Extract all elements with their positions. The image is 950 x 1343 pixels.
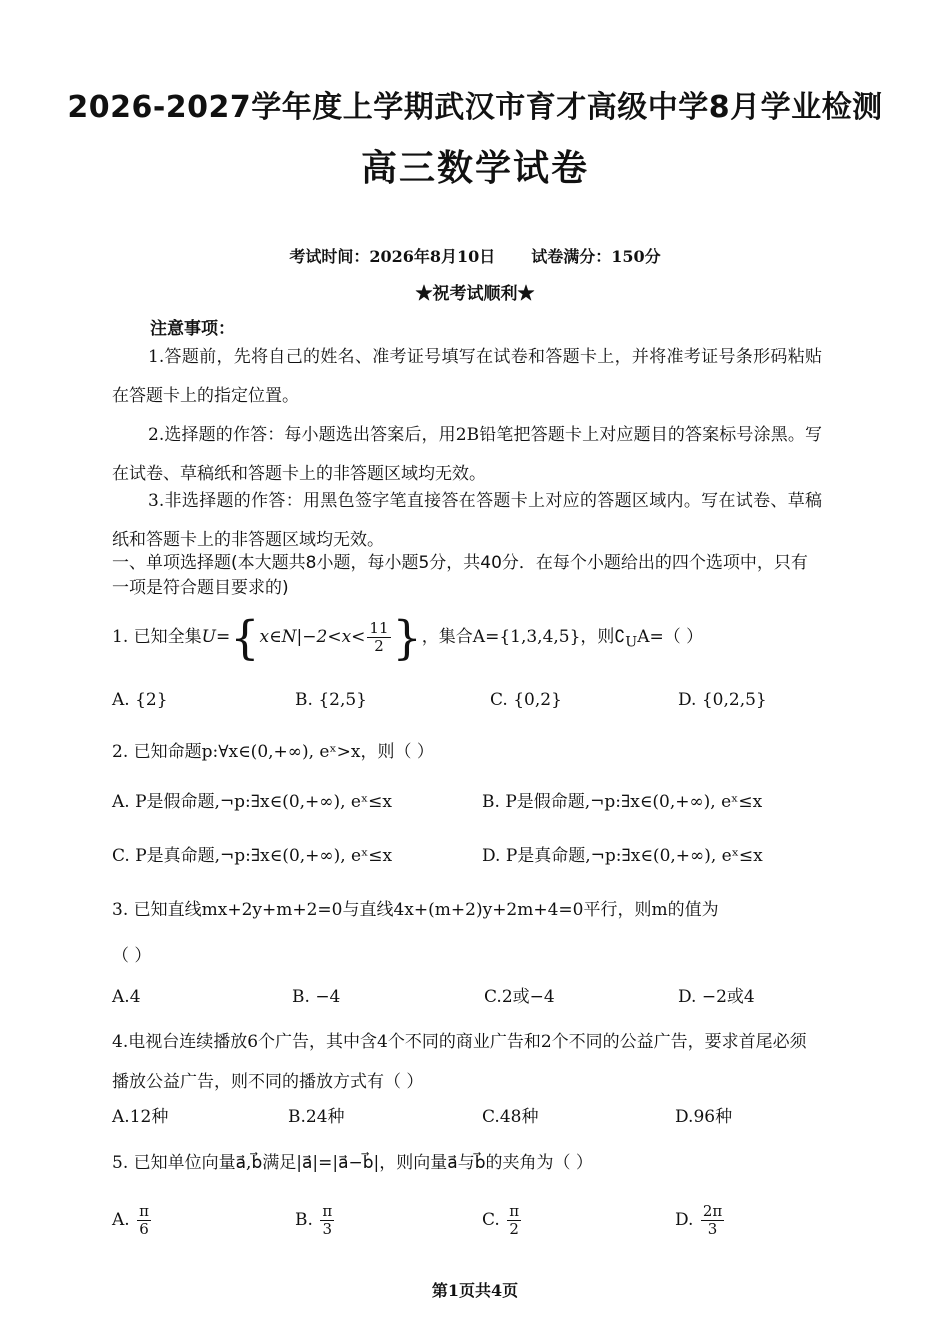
options-row xyxy=(112,786,822,818)
option-label: D. xyxy=(678,987,697,1007)
fraction-numerator: π xyxy=(139,1202,149,1220)
fraction xyxy=(320,1203,334,1238)
option-text: 4 xyxy=(129,987,141,1007)
option-label: B. xyxy=(482,792,500,812)
option-label: D. xyxy=(675,1107,694,1127)
option-label: A. xyxy=(112,987,130,1007)
fraction-denominator: 3 xyxy=(707,1220,718,1238)
question-stem-end: A=（ ） xyxy=(637,627,704,647)
good-luck-line: ★祝考试顺利★ xyxy=(415,284,535,304)
fraction-denominator: 2 xyxy=(374,637,384,655)
option-d xyxy=(678,684,767,716)
question-stem: 已知全集 xyxy=(133,627,202,647)
option-b xyxy=(482,786,762,818)
left-brace-icon: { xyxy=(230,610,260,665)
option-a xyxy=(112,684,168,716)
option-label: D. xyxy=(482,846,501,866)
fraction xyxy=(507,1203,521,1238)
option-text: {2,5} xyxy=(318,690,367,710)
fraction-numerator: 2π xyxy=(702,1202,723,1220)
note-item: 1.答题前，先将自己的姓名、准考证号填写在试卷和答题卡上，并将准考证号条形码粘贴在答题卡上的指定位置。 xyxy=(112,347,822,406)
question-1 xyxy=(112,610,822,665)
option-c xyxy=(482,1101,538,1133)
option-b xyxy=(295,684,367,716)
option-text: −2或4 xyxy=(701,987,755,1007)
question-3 xyxy=(112,895,822,925)
option-text: 12种 xyxy=(129,1107,169,1127)
option-label: B. xyxy=(292,987,310,1007)
question-2 xyxy=(112,737,822,767)
exam-info xyxy=(0,244,950,267)
fraction-denominator: 2 xyxy=(509,1220,519,1238)
option-b xyxy=(295,1196,336,1244)
question-number: 3. xyxy=(112,900,129,920)
option-text: P是假命题,¬p:∃x∈(0,+∞), eˣ≤x xyxy=(505,792,763,812)
fraction xyxy=(137,1203,151,1238)
options-row xyxy=(112,1196,822,1244)
fraction-denominator: 3 xyxy=(322,1220,333,1238)
option-text: {0,2,5} xyxy=(701,690,767,710)
option-a xyxy=(112,1101,168,1133)
options-row xyxy=(112,840,822,872)
option-label: D. xyxy=(675,1210,694,1230)
option-text: 2或−4 xyxy=(501,987,555,1007)
option-label: C. xyxy=(484,987,502,1007)
option-label: A. xyxy=(112,1210,130,1230)
option-label: C. xyxy=(482,1210,500,1230)
question-number: 4. xyxy=(112,1032,129,1052)
option-c xyxy=(484,981,555,1013)
option-label: B. xyxy=(288,1107,306,1127)
right-brace-icon: } xyxy=(392,610,422,665)
option-a xyxy=(112,786,392,818)
option-c xyxy=(112,840,392,872)
option-d xyxy=(675,1196,726,1244)
school-exam-title: 2026-2027学年度上学期武汉市育才高级中学8月学业检测 xyxy=(67,90,883,125)
question-stem: 已知命题p:∀x∈(0,+∞), eˣ>x，则（ ） xyxy=(133,742,434,762)
options-row xyxy=(112,684,822,716)
question-stem: 已知单位向量a⃗,b⃗满足|a⃗|=|a⃗−b⃗|，则向量a⃗与b⃗的夹角为（ ） xyxy=(133,1153,593,1173)
option-text: P是假命题,¬p:∃x∈(0,+∞), eˣ≤x xyxy=(135,792,392,812)
option-text: 24种 xyxy=(305,1107,345,1127)
question-number: 1. xyxy=(112,627,129,647)
option-text: −4 xyxy=(315,987,341,1007)
option-text: P是真命题,¬p:∃x∈(0,+∞), eˣ≤x xyxy=(135,846,393,866)
set-u-condition: x∈N|−2<x< xyxy=(259,627,366,647)
option-a xyxy=(112,981,141,1013)
question-4 xyxy=(112,1022,822,1102)
fraction xyxy=(367,620,390,655)
option-text: P是真命题,¬p:∃x∈(0,+∞), eˣ≤x xyxy=(505,846,763,866)
option-c xyxy=(482,1196,523,1244)
question-number: 2. xyxy=(112,742,129,762)
fraction-numerator: 11 xyxy=(369,619,389,637)
notes-heading: 注意事项： xyxy=(150,319,235,339)
set-u-label: U= xyxy=(201,627,231,647)
option-label: D. xyxy=(678,690,697,710)
option-c xyxy=(490,684,562,716)
question-stem: 电视台连续播放6个广告，其中含4个不同的商业广告和2个不同的公益广告，要求首尾必须播放公益广告，则不同的播放方式有（ ） xyxy=(112,1032,807,1092)
option-text: 48种 xyxy=(499,1107,539,1127)
fraction-denominator: 6 xyxy=(139,1220,149,1238)
question-stem-continued: ，集合A={1,3,4,5}，则∁ xyxy=(421,627,626,647)
fraction-numerator: π xyxy=(322,1202,333,1220)
option-d xyxy=(678,981,755,1013)
complement-subscript: U xyxy=(625,634,638,651)
option-b xyxy=(288,1101,345,1133)
option-label: B. xyxy=(295,1210,313,1230)
note-item: 3.非选择题的作答：用黑色签字笔直接答在答题卡上对应的答题区域内。写在试卷、草稿纸和答题卡上的非答题区域均无效。 xyxy=(112,491,822,550)
page-number: 第1页共4页 xyxy=(431,1281,519,1300)
question-stem: 已知直线mx+2y+m+2=0与直线4x+(m+2)y+2m+4=0平行，则m的值为 xyxy=(133,900,719,920)
option-label: C. xyxy=(490,690,508,710)
answer-paren: （ ） xyxy=(112,946,152,966)
option-label: A. xyxy=(112,792,130,812)
exam-time: 考试时间：2026年8月10日 xyxy=(289,247,496,266)
option-b xyxy=(292,981,340,1013)
option-text: {2} xyxy=(135,690,168,710)
option-text: 96种 xyxy=(693,1107,733,1127)
paper-title: 高三数学试卷 xyxy=(360,148,589,189)
option-label: B. xyxy=(295,690,313,710)
option-d xyxy=(482,840,763,872)
option-label: C. xyxy=(112,846,130,866)
option-d xyxy=(675,1101,732,1133)
options-row xyxy=(112,1101,822,1133)
option-text: {0,2} xyxy=(513,690,562,710)
question-5 xyxy=(112,1148,822,1178)
note-item: 2.选择题的作答：每小题选出答案后，用2B铅笔把答题卡上对应题目的答案标号涂黑。写在试卷、草稿纸和答题卡上的非答题区域均无效。 xyxy=(112,425,822,484)
fraction xyxy=(701,1203,724,1238)
options-row xyxy=(112,981,822,1013)
section-heading: 一、单项选择题(本大题共8小题，每小题5分，共40分．在每个小题给出的四个选项中，只有一项是符合题目要求的) xyxy=(112,553,808,598)
full-score: 试卷满分：150分 xyxy=(531,247,661,266)
option-label: A. xyxy=(112,690,130,710)
option-a xyxy=(112,1196,153,1244)
option-label: C. xyxy=(482,1107,500,1127)
question-number: 5. xyxy=(112,1153,129,1173)
option-label: A. xyxy=(112,1107,130,1127)
fraction-numerator: π xyxy=(509,1202,520,1220)
